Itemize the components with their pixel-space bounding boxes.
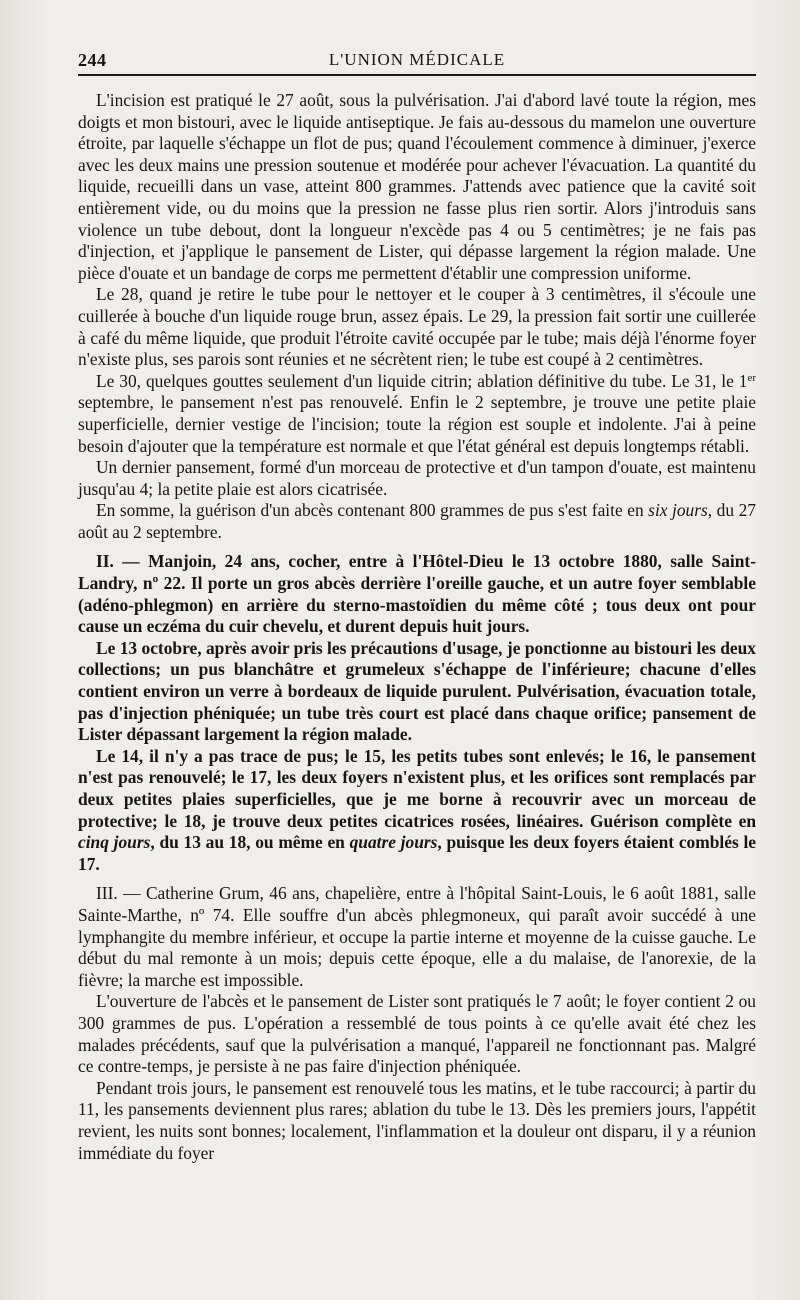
paragraph-text: L'incision est pratiqué le 27 août, sous la pulvérisation. J'ai d'abord lavé toute la région, mes doigts et mon bistouri, avec le liquide antiseptique. Je fais au-dessous du mamelon une ouverture étroite, par laquelle s'échappe un flot de pus; quand l'écoulement commence à diminuer, j'exerce avec les deux mains une pression soutenue et modérée pour achever l'évacuation. La quantité du liquide, recueilli dans un vase, atteint 800 grammes. J'attends avec patience que la cavité soit entièrement vide, ou du moins que la pression ne fasse plus rien sortir. Alors j'introduis sans violence un tube debout, dont la longueur n'excède pas 4 ou 5 centimètres; je ne fais pas d'injection, et j'applique le pansement de Lister, qui dépasse largement la région malade. Une pièce d'ouate et un bandage de corps me permettent d'établir une compression uniforme. [78, 90, 756, 283]
paragraph-text: Le 14, il n'y a pas trace de pus; le 15, les petits tubes sont enlevés; le 16, le pansement n'est pas renouvelé; le 17, les deux foyers n'existent plus, et les orifices sont remplacés par deux petites plaies superficielles, que je me borne à recouvrir avec un morceau de protective; le 18, je trouve deux petites cicatrices rosées, linéaires. Guérison complète en [78, 745, 756, 831]
paragraph-text: septembre, le pansement n'est pas renouvelé. Enfin le 2 septembre, je trouve une petite plaie superficielle, dernier vestige de l'incision; toute la région est souple et indolente. J'ai à peine besoin d'ajouter que la température est normale et que l'état général est depuis longtemps rétabli. [78, 392, 756, 456]
paragraph-text: III. — Catherine Grum, 46 ans, chapelière, entre à l'hôpital Saint-Louis, le 6 août 1881, salle Sainte-Marthe, nº 74. Elle souffre d'un abcès phlegmoneux, qui paraît avoir succédé à une lymphangite du membre inférieur, et occupe la partie interne et moyenne de la cuisse gauche. Le début du mal remonte à un mois; depuis cette époque, elle a du malaise, de l'anorexie, de la fièvre; la marche est impossible. [78, 883, 756, 990]
paragraph-text: Le 28, quand je retire le tube pour le nettoyer et le couper à 3 centimètres, il s'écoule une cuillerée à bouche d'un liquide rouge brun, assez épais. Le 29, la pression fait sortir une cuillerée à café du même liquide, que produit l'étroite cavité occupée par le tube; mais déjà l'énorme foyer n'existe plus, ses parois sont réunies et ne sécrètent rien; le tube est coupé à 2 centimètres. [78, 284, 756, 370]
paragraph-text: Le 13 octobre, après avoir pris les précautions d'usage, je ponctionne au bistouri les deux collections; un pus blanchâtre et grumeleux s'échappe de l'inférieure; chacune d'elles contient environ un verre à bordeaux de liquide purulent. Pulvérisation, évacuation totale, pas d'injection phéniquée; un tube très court est placé dans chaque orifice; pansement de Lister dépassant largement la région malade. [78, 637, 756, 745]
paragraph [78, 883, 756, 991]
paragraph-text: Le 30, quelques gouttes seulement d'un liquide citrin; ablation définitive du tube. Le 31, le 1 [96, 370, 748, 391]
page-header [78, 46, 756, 76]
article-body [78, 90, 756, 1164]
paragraph-text: , du 13 au 18, ou même en [150, 832, 350, 853]
italic-text: cinq jours [78, 832, 151, 853]
paragraph [78, 991, 756, 1077]
paragraph-text: II. — Manjoin, 24 ans, cocher, entre à l'Hôtel-Dieu le 13 octobre 1880, salle Saint-Landry, nº 22. Il porte un gros abcès derrière l'oreille gauche, et un autre foyer semblable (adéno-phlegmon) en arrière du sterno-mastoïdien du même côté ; tous deux ont pour cause un eczéma du cuir chevelu, et durent depuis huit jours. [78, 551, 756, 637]
paragraph-text: En somme, la guérison d'un abcès contenant 800 grammes de pus s'est faite en [96, 500, 649, 521]
paragraph-text: , du 27 août au 2 septembre. [78, 500, 756, 542]
paragraph-text: Pendant trois jours, le pansement est renouvelé tous les matins, et le tube raccourci; à partir du 11, les pansements deviennent plus rares; ablation du tube le 13. Dès les premiers jours, l'appétit revient, les nuits sont bonnes; localement, l'inflammation et la douleur ont disparu, il y a réunion immédiate du foyer [78, 1077, 756, 1163]
paragraph [78, 90, 756, 284]
paragraph [78, 1078, 756, 1164]
paragraph-text: L'ouverture de l'abcès et le pansement de Lister sont pratiqués le 7 août; le foyer contient 2 ou 300 grammes de pus. L'opération a ressemblé de tous points à ce qu'elle avait été chez les malades précédents, sauf que la pulvérisation a manqué, l'appareil ne fonctionnant pas. Malgré ce contre-temps, je persiste à ne pas faire d'injection phéniquée. [78, 991, 756, 1077]
italic-text: quatre jours [349, 832, 438, 853]
paragraph [78, 500, 756, 543]
running-title: L'UNION MÉDICALE [328, 50, 506, 69]
paragraph [78, 457, 756, 500]
paragraph [78, 551, 756, 637]
paragraph [78, 284, 756, 370]
paragraph [78, 746, 756, 876]
superscript-text: er [747, 371, 756, 384]
paragraph-text: Un dernier pansement, formé d'un morceau de protective et d'un tampon d'ouate, est maintenu jusqu'au 4; la petite plaie est alors cicatrisée. [78, 457, 756, 499]
paragraph [78, 371, 756, 457]
page-number: 244 [78, 50, 107, 70]
paragraph [78, 638, 756, 746]
paragraph-text: , puisque les deux foyers étaient comblés le 17. [78, 832, 756, 874]
italic-text: six jours [648, 500, 708, 521]
